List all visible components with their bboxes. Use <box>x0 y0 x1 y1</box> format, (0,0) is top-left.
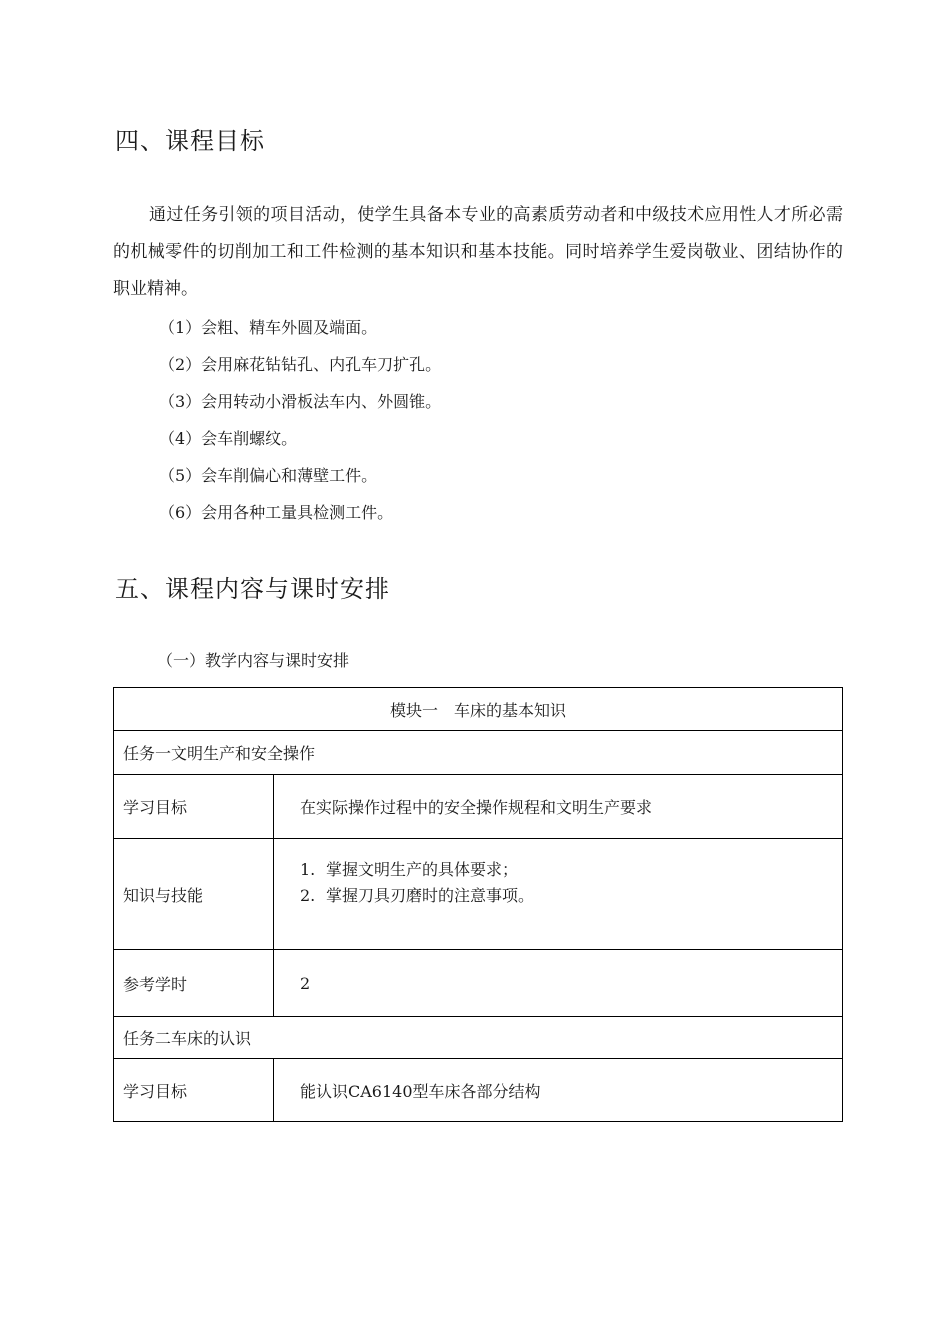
table-row <box>114 1059 843 1122</box>
list-item: （2）会用麻花钻钻孔、内孔车刀扩孔。 <box>159 355 442 374</box>
table-row <box>114 775 843 839</box>
subsection-heading: （一）教学内容与课时安排 <box>157 651 350 670</box>
list-text: 掌握文明生产的具体要求； <box>326 860 519 879</box>
table-row <box>114 950 843 1017</box>
list-number: 2. <box>300 886 316 905</box>
module-title-cell: 模块一 车床的基本知识 <box>114 688 843 731</box>
list-item: （3）会用转动小滑板法车内、外圆锥。 <box>159 392 442 411</box>
row-value-cell: 在实际操作过程中的安全操作规程和文明生产要求 <box>274 775 843 839</box>
list-item: （4）会车削螺纹。 <box>159 429 298 448</box>
list-item <box>300 883 833 909</box>
row-label-cell: 学习目标 <box>114 775 274 839</box>
table-row <box>114 839 843 950</box>
row-value-cell: 能认识CA6140型车床各部分结构 <box>274 1059 843 1122</box>
task-title-cell: 任务二车床的认识 <box>114 1017 843 1059</box>
course-content-table <box>113 687 843 1122</box>
table-row <box>114 731 843 775</box>
skills-list <box>300 857 833 909</box>
task-title-cell: 任务一文明生产和安全操作 <box>114 731 843 775</box>
list-number: 1. <box>300 860 316 879</box>
list-item: （1）会粗、精车外圆及端面。 <box>159 318 378 337</box>
list-item: （6）会用各种工量具检测工件。 <box>159 503 394 522</box>
table-row <box>114 688 843 731</box>
row-label-cell: 知识与技能 <box>114 839 274 950</box>
row-value-cell: 2 <box>274 950 843 1017</box>
goals-list <box>159 309 441 531</box>
row-label-cell: 学习目标 <box>114 1059 274 1122</box>
list-item <box>300 857 833 883</box>
row-label-cell: 参考学时 <box>114 950 274 1017</box>
row-value-cell <box>274 839 843 950</box>
list-item: （5）会车削偏心和薄壁工件。 <box>159 466 378 485</box>
goals-paragraph: 通过任务引领的项目活动，使学生具备本专业的高素质劳动者和中级技术应用性人才所必需的机械零件的切削加工和工件检测的基本知识和基本技能。同时培养学生爱岗敬业、团结协作的职业精神。 <box>113 205 843 299</box>
section-heading-goals: 四、课程目标 <box>115 127 265 155</box>
table-row <box>114 1017 843 1059</box>
list-text: 掌握刀具刃磨时的注意事项。 <box>326 886 535 905</box>
section-heading-content: 五、课程内容与课时安排 <box>115 575 390 603</box>
